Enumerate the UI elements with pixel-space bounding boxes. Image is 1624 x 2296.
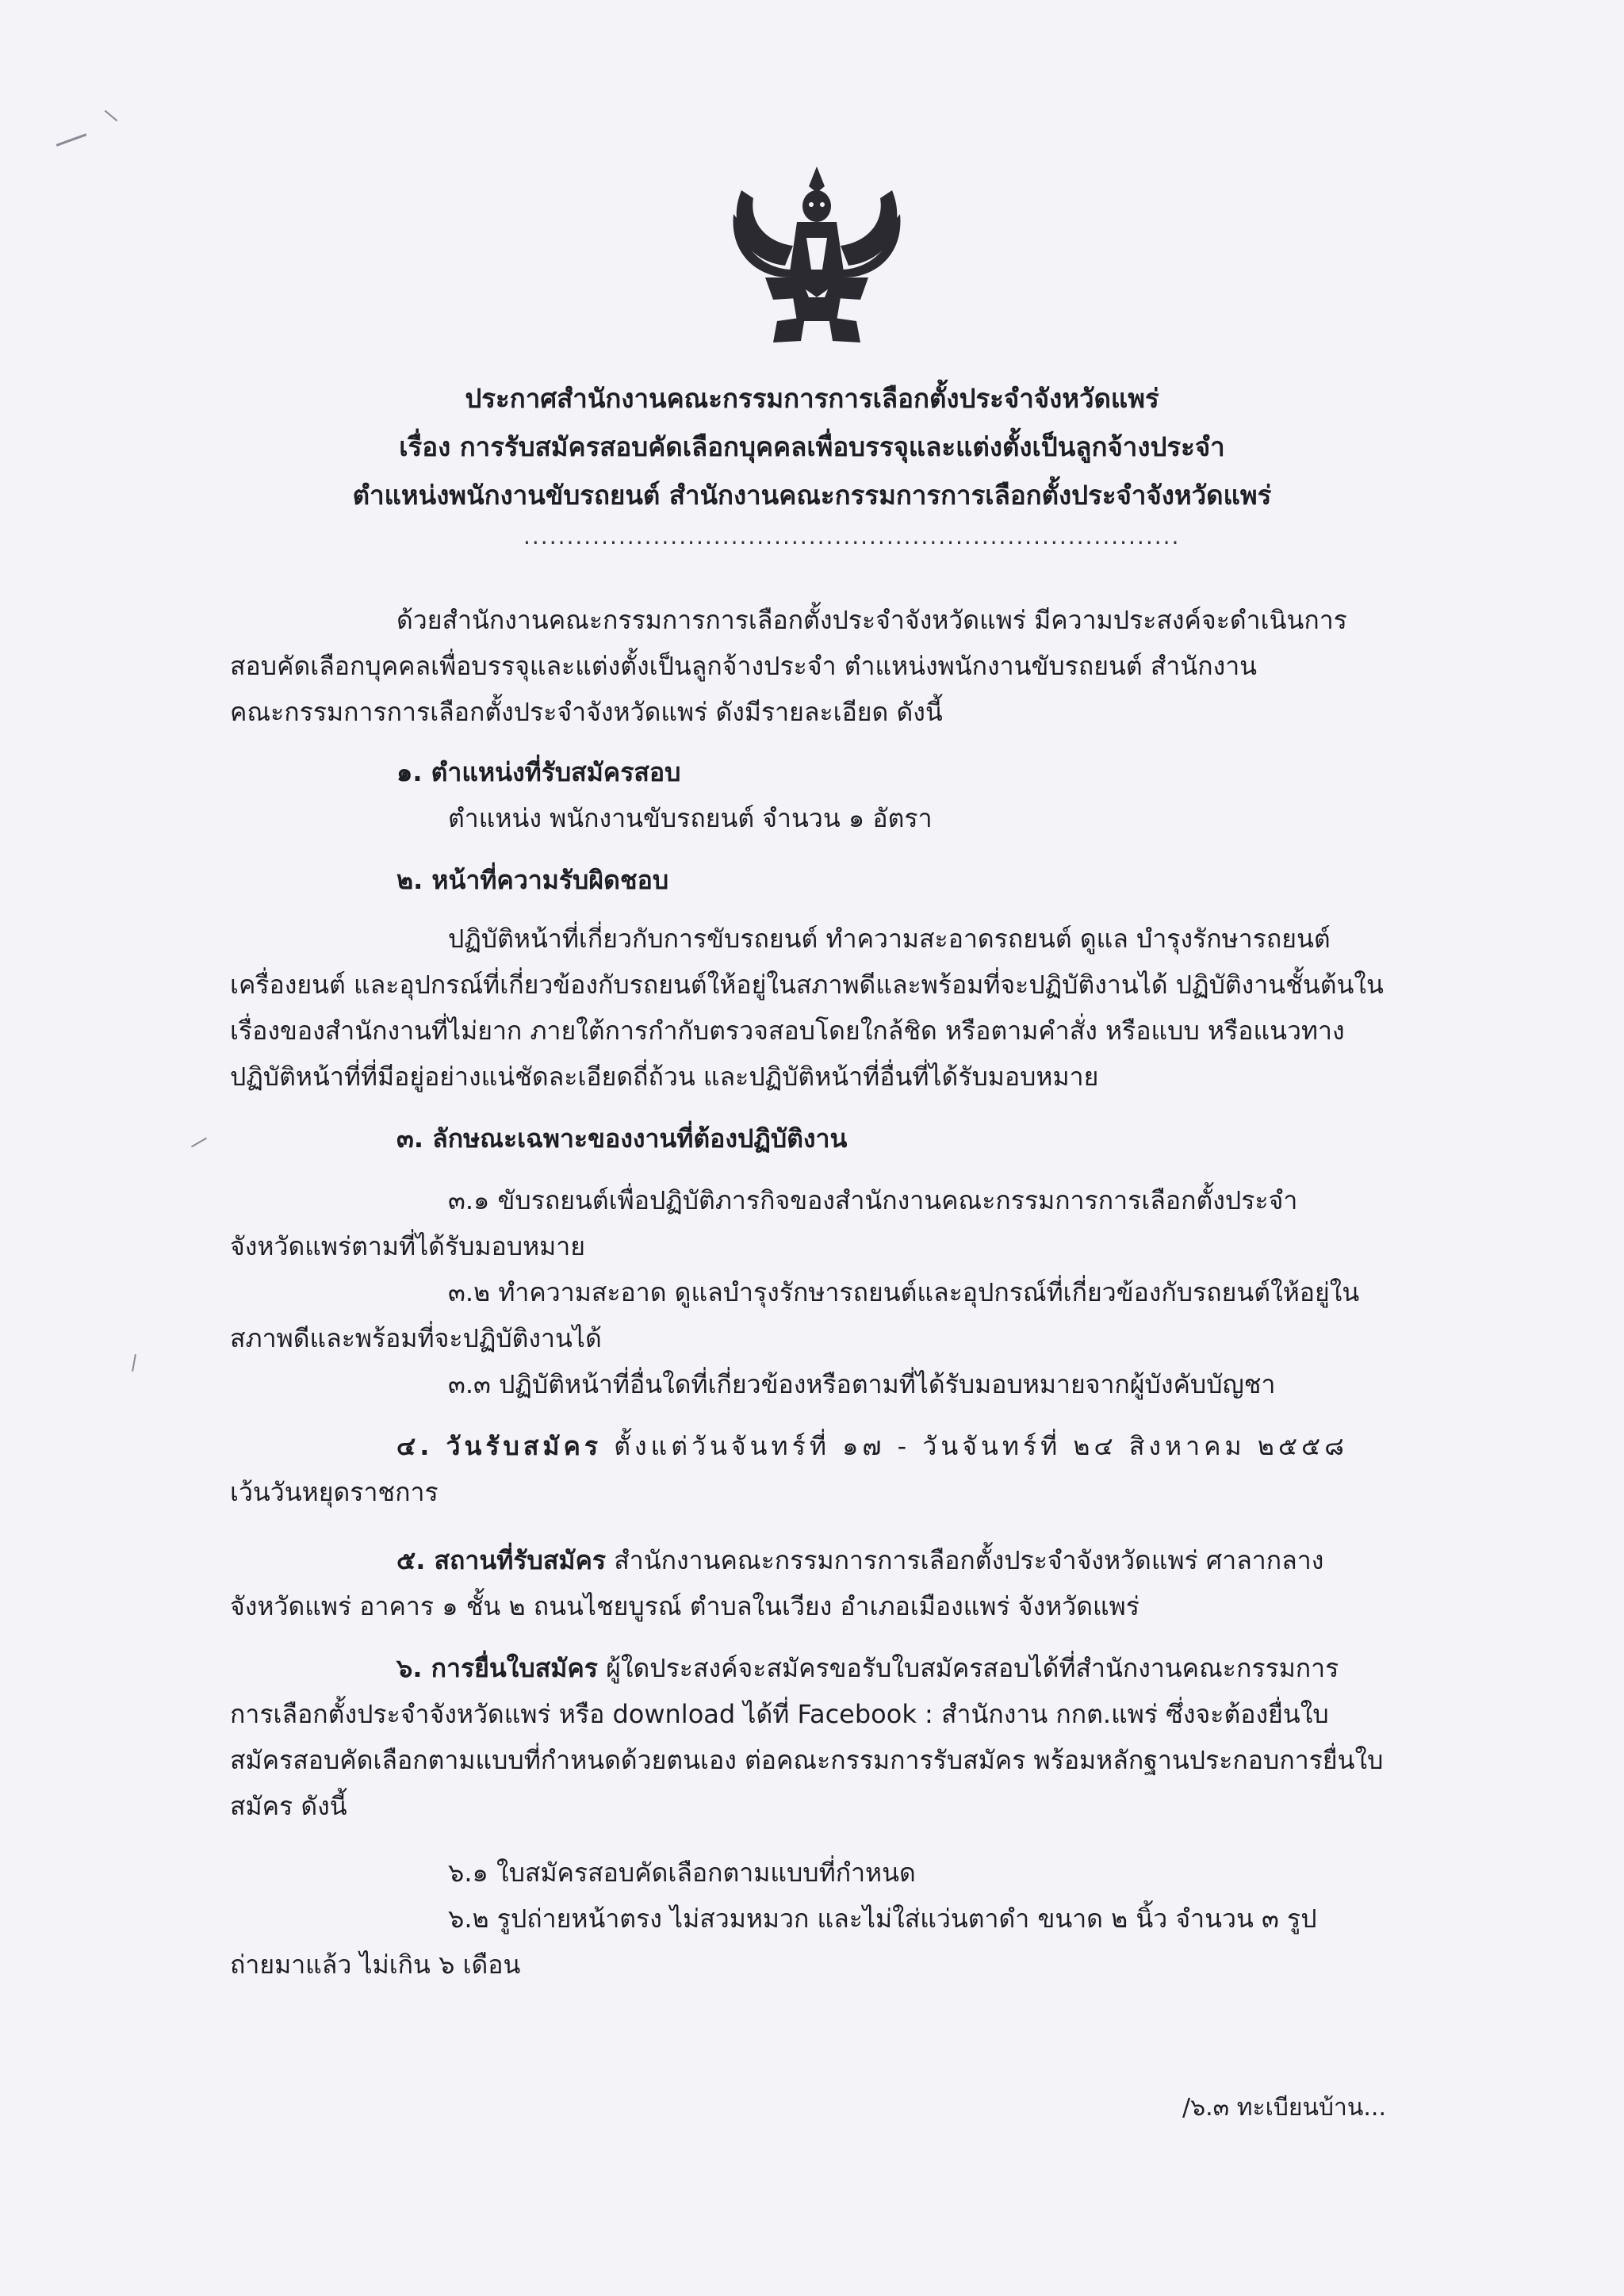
- garuda-emblem-icon: [718, 159, 916, 349]
- section-6-heading: ๖. การยื่นใบสมัคร: [396, 1653, 598, 1683]
- section-4-text: ตั้งแต่วันจันทร์ที่ ๑๗ - วันจันทร์ที่ ๒๔ สิงหาคม ๒๕๕๘: [614, 1431, 1348, 1461]
- section-6-item-2: ๖.๒ รูปถ่ายหน้าตรง ไม่สวมหมวก และไม่ใส่แว่นตาดำ ขนาด ๒ นิ้ว จำนวน ๓ รูป: [448, 1904, 1317, 1934]
- section-6-line-4: สมัคร ดังนี้: [230, 1791, 347, 1821]
- continuation-note: /๖.๓ ทะเบียนบ้าน...: [1182, 2094, 1386, 2122]
- intro-line-1: ด้วยสำนักงานคณะกรรมการการเลือกตั้งประจำจังหวัดแพร่ มีความประสงค์จะดำเนินการ: [396, 605, 1347, 635]
- section-3-item-1: ๓.๑ ขับรถยนต์เพื่อปฏิบัติภารกิจของสำนักงานคณะกรรมการการเลือกตั้งประจำ: [448, 1185, 1298, 1215]
- section-6-item-2-cont: ถ่ายมาแล้ว ไม่เกิน ๖ เดือน: [230, 1950, 521, 1980]
- section-4-line: [396, 1427, 1348, 1465]
- dotted-separator: ............................................................................: [523, 523, 1181, 549]
- intro-line-2: สอบคัดเลือกบุคคลเพื่อบรรจุและแต่งตั้งเป็นลูกจ้างประจำ ตำแหน่งพนักงานขับรถยนต์ สำนักงาน: [230, 651, 1258, 681]
- scan-mark: [56, 133, 87, 146]
- scan-mark: [105, 110, 118, 121]
- section-2-line-2: เครื่องยนต์ และอุปกรณ์ที่เกี่ยวข้องกับรถยนต์ให้อยู่ในสภาพดีและพร้อมที่จะปฏิบัติงานได้ ปฏิบัติงานชั้นต้นใน: [230, 970, 1384, 1000]
- section-3-item-1-cont: จังหวัดแพร่ตามที่ได้รับมอบหมาย: [230, 1231, 585, 1261]
- section-1-text: ตำแหน่ง พนักงานขับรถยนต์ จำนวน ๑ อัตรา: [448, 803, 933, 833]
- section-6-line: [396, 1649, 1339, 1687]
- section-5-line-2: จังหวัดแพร่ อาคาร ๑ ชั้น ๒ ถนนไชยบูรณ์ ตำบลในเวียง อำเภอเมืองแพร่ จังหวัดแพร่: [230, 1591, 1139, 1621]
- section-3-heading: ๓. ลักษณะเฉพาะของงานที่ต้องปฏิบัติงาน: [396, 1123, 848, 1154]
- announcement-subject: เรื่อง การรับสมัครสอบคัดเลือกบุคคลเพื่อบรรจุและแต่งตั้งเป็นลูกจ้างประจำ: [399, 431, 1225, 462]
- section-4-line-2: เว้นวันหยุดราชการ: [230, 1477, 439, 1507]
- section-3-item-3: ๓.๓ ปฏิบัติหน้าที่อื่นใดที่เกี่ยวข้องหรือตามที่ได้รับมอบหมายจากผู้บังคับบัญชา: [448, 1369, 1276, 1399]
- scan-mark: [132, 1354, 136, 1372]
- section-5-line: [396, 1541, 1323, 1579]
- section-2-line-1: ปฏิบัติหน้าที่เกี่ยวกับการขับรถยนต์ ทำความสะอาดรถยนต์ ดูแล บำรุงรักษารถยนต์: [448, 924, 1331, 954]
- intro-line-3: คณะกรรมการการเลือกตั้งประจำจังหวัดแพร่ ดังมีรายละเอียด ดังนี้: [230, 697, 943, 727]
- scan-mark: [191, 1138, 207, 1148]
- section-6-line-2: การเลือกตั้งประจำจังหวัดแพร่ หรือ download ได้ที่ Facebook : สำนักงาน กกต.แพร่ ซึ่งจะต้องยื่นใบ: [230, 1699, 1329, 1729]
- section-6-item-1: ๖.๑ ใบสมัครสอบคัดเลือกตามแบบที่กำหนด: [448, 1858, 916, 1888]
- section-3-item-2: ๓.๒ ทำความสะอาด ดูแลบำรุงรักษารถยนต์และอุปกรณ์ที่เกี่ยวข้องกับรถยนต์ให้อยู่ใน: [448, 1277, 1360, 1307]
- section-2-heading: ๒. หน้าที่ความรับผิดชอบ: [396, 865, 669, 895]
- section-4-heading: ๔. วันรับสมัคร: [396, 1431, 603, 1461]
- section-5-heading: ๕. สถานที่รับสมัคร: [396, 1545, 607, 1575]
- section-6-line-3: สมัครสอบคัดเลือกตามแบบที่กำหนดด้วยตนเอง ต่อคณะกรรมการรับสมัคร พร้อมหลักฐานประกอบการยื่นใบ: [230, 1745, 1384, 1775]
- announcement-title: ประกาศสำนักงานคณะกรรมการการเลือกตั้งประจำจังหวัดแพร่: [465, 383, 1159, 414]
- section-1-heading: ๑. ตำแหน่งที่รับสมัครสอบ: [396, 757, 681, 787]
- section-2-line-4: ปฏิบัติหน้าที่ที่มีอยู่อย่างแน่ชัดละเอียดถี่ถ้วน และปฏิบัติหน้าที่อื่นที่ได้รับมอบหมาย: [230, 1062, 1099, 1092]
- section-2-line-3: เรื่องของสำนักงานที่ไม่ยาก ภายใต้การกำกับตรวจสอบโดยใกล้ชิด หรือตามคำสั่ง หรือแบบ หรือแนวทาง: [230, 1016, 1345, 1046]
- section-6-text: ผู้ใดประสงค์จะสมัครขอรับใบสมัครสอบได้ที่สำนักงานคณะกรรมการ: [606, 1653, 1339, 1683]
- announcement-subject-position: ตำแหน่งพนักงานขับรถยนต์ สำนักงานคณะกรรมการการเลือกตั้งประจำจังหวัดแพร่: [352, 480, 1272, 511]
- section-3-item-2-cont: สภาพดีและพร้อมที่จะปฏิบัติงานได้: [230, 1323, 602, 1353]
- section-5-text: สำนักงานคณะกรรมการการเลือกตั้งประจำจังหวัดแพร่ ศาลากลาง: [614, 1545, 1324, 1575]
